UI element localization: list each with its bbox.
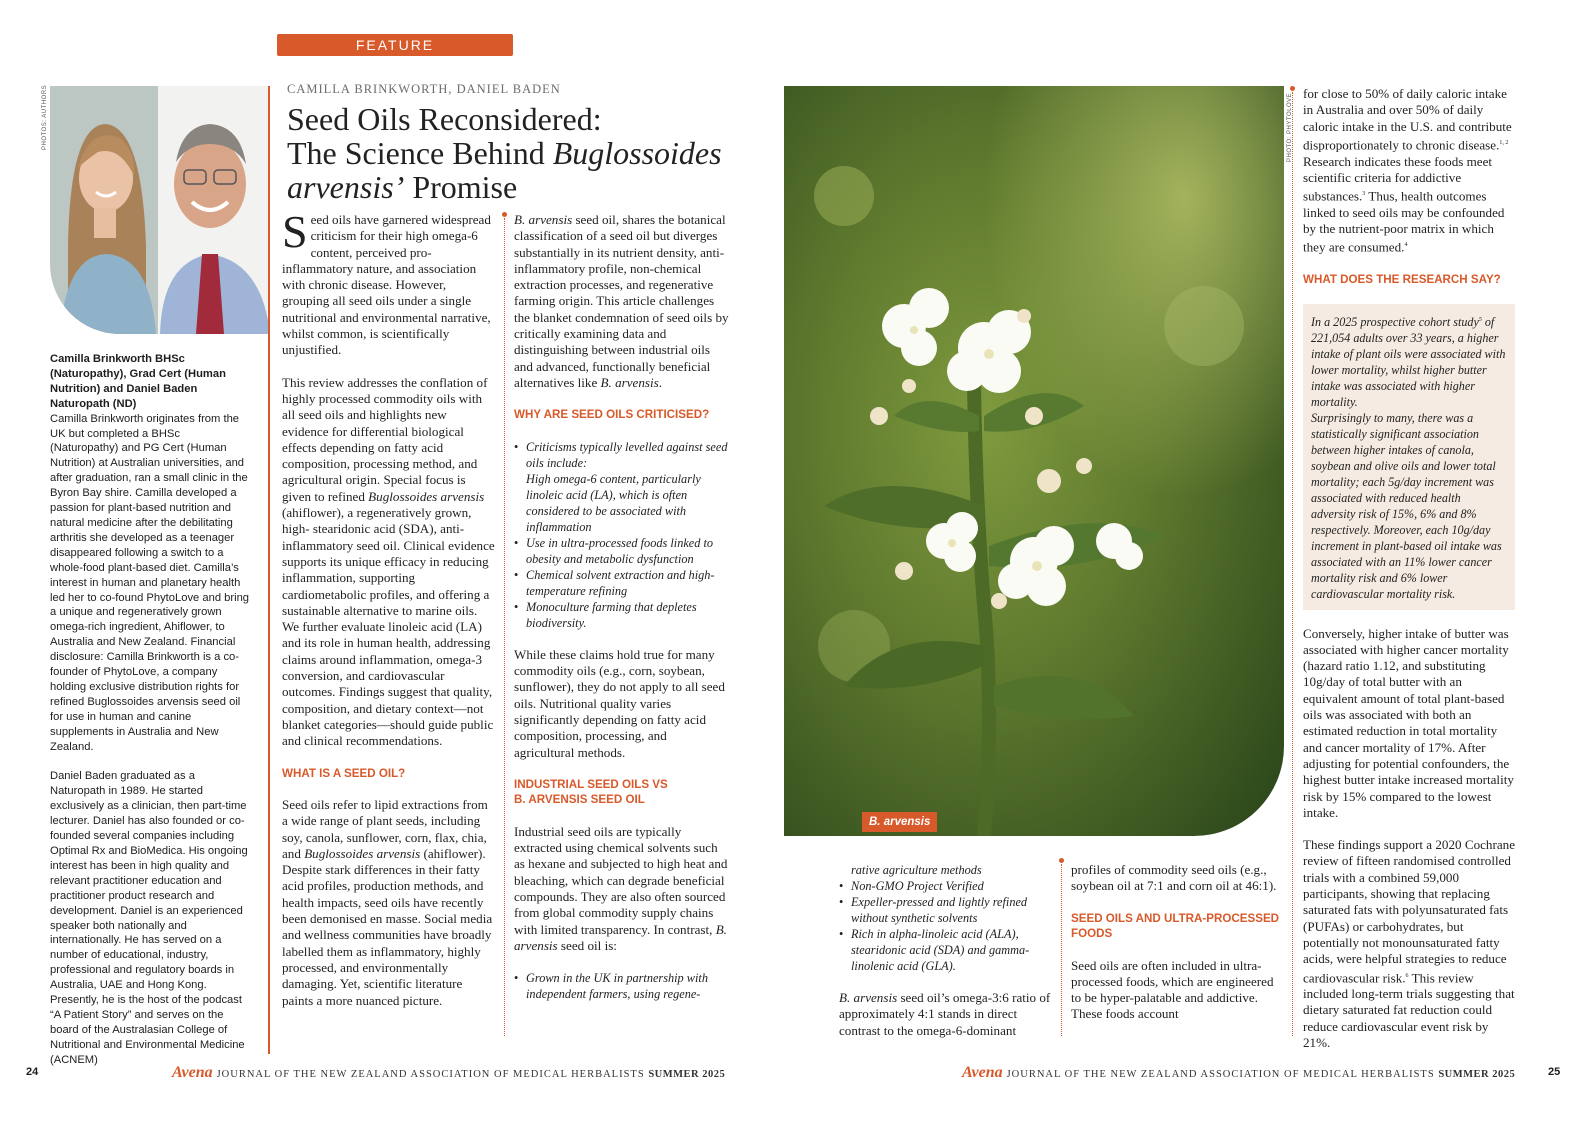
paragraph: This review addresses the conflation of highly processed commodity oils with all seed oils and highlights new evidence for differential biological effects depending on fatty acid composition, processing method, and agricultural origin. Special focus is given to refined Buglossoides arvensis (ahiflower), a regeneratively grown, high- stearidonic acid (SDA), anti-inflammatory seed oil. Clinical evidence supports its unique efficacy in reducing inflammation, supporting cardiometabolic profiles, and offering a sustainable alternative to marine oils. We further evaluate linoleic acid (LA) and its role in human health, addressing claims around inflammation, omega-3 conversion, and cardiovascular outcomes. Findings suggest that quality, composition, and dietary context—not blanket categories—should guide public and clinical recommendations. (282, 374, 495, 749)
title-line-1: Seed Oils Reconsidered: (287, 101, 602, 137)
list-item: • Non-GMO Project Verified (839, 878, 1051, 894)
author-photos (50, 86, 270, 334)
photo-caption: B. arvensis (862, 812, 937, 832)
criticism-list (514, 439, 730, 631)
research-callout (1303, 304, 1515, 610)
footer-issue: SUMMER 2025 (1438, 1069, 1516, 1080)
footer-journal: JOURNAL OF THE NEW ZEALAND ASSOCIATION OF MEDICAL HERBALISTS (216, 1069, 645, 1080)
callout-text: In a 2025 prospective cohort study$^5$ of 221,054 adults over 33 years, a higher intake of plant oils were associated with lower mortality, whilst higher butter intake was associated with higher mortality. (1311, 314, 1506, 409)
column-rule (1061, 864, 1062, 1036)
arvensis-list (514, 970, 730, 1002)
article-column-5 (1303, 86, 1515, 1067)
bio-daniel: Daniel Baden graduated as a Naturopath in 1989. He started exclusively as a clinician, then part-time lecturer. Daniel has also founded or co-founded several companies including Optimal Rx and BioMedica. His ongoing interest has been in high quality and relevant practitioner education and practitioner product research and development. Daniel is an experienced speaker both nationally and internationally. He has served on a number of educational, industry, professional and regulatory boards in Australia, UAE and Hong Kong. Presently, he is the host of the podcast “A Patient Story” and serves on the board of the Australasian College of Nutritional and Environmental Medicine (ACNEM) (50, 770, 248, 1066)
article-column-1 (282, 206, 496, 1025)
list-item: • Monoculture farming that depletes biodiversity. (514, 599, 730, 631)
intro-paragraph (282, 206, 496, 359)
list-continuation: rative agriculture methods (851, 863, 982, 877)
paragraph: profiles of commodity seed oils (e.g., soybean oil at 7:1 and corn oil at 46:1). (1071, 862, 1277, 894)
intro-text: eed oils have garnered widespread criticism for their high omega-6 content, perceived pro-inflammatory nature, and association with chronic disease. However, grouping all seed oils under a single nutritional and environmental narrative, whilst common, is scientifically unjustified. (282, 212, 491, 358)
article-column-2 (514, 212, 730, 1018)
footer-journal: JOURNAL OF THE NEW ZEALAND ASSOCIATION OF MEDICAL HERBALISTS (1006, 1069, 1435, 1080)
page-number-left: 24 (26, 1066, 39, 1078)
section-label: FEATURE (277, 34, 513, 56)
title-line-3 (287, 170, 747, 204)
paragraph: for close to 50% of daily caloric intake in Australia and over 50% of daily caloric intake in the U.S. and contribute disproportionately to chronic disease.$^{1, 2}$ Research indicates these foods meet scientific criteria for addictive substances.$^3$ Thus, health outcomes linked to seed oils may be confounded by the nutrient-poor matrix in which they are consumed.$^4$ (1303, 86, 1512, 255)
footer-issue: SUMMER 2025 (648, 1069, 726, 1080)
title-species-epithet: arvensis’ (287, 169, 405, 205)
paragraph: B. arvensis seed oil’s omega-3:6 ratio of approximately 4:1 stands in direct contrast to the omega-6-dominant (839, 990, 1051, 1038)
title-line-2 (287, 136, 747, 170)
rule-dot (502, 212, 507, 217)
article-title (287, 102, 747, 204)
paragraph: Seed oils are often included in ultra-processed foods, which are engineered to be hyper-palatable and addictive. These foods account (1071, 957, 1274, 1022)
column-rule (1292, 92, 1293, 1036)
rule-dot (1290, 86, 1295, 91)
paragraph: Industrial seed oils are typically extracted using chemical solvents such as hexane and subjected to high heat and bleaching, which can degrade beneficial compounds. They are also often sourced from global commodity supply chains with limited transparency. In contrast, B. arvensis seed oil is: (514, 823, 728, 953)
callout-text: Surprisingly to many, there was a statistically significant association between higher intakes of canola, soybean and olive oils and lower total mortality; each 5g/day increment was associated with reduced health adversity risk of 15%, 6% and 8% respectively. Moreover, each 10g/day increment in plant-based oil intake was associated with an 11% lower cancer mortality risk and 6% lower cardiovascular mortality risk. (1311, 410, 1502, 601)
heading-seed-oils-upf: SEED OILS AND ULTRA-PROCESSED FOODS (1071, 911, 1280, 941)
title-species-genus: Buglossoides (552, 135, 722, 171)
heading-why-criticised: WHY ARE SEED OILS CRITICISED? (514, 408, 710, 422)
bio-camilla: Camilla Brinkworth originates from the UK but completed a BHSc (Naturopathy) and PG Cert (Human Nutrition) at Australian universities, and after graduation, ran a small clinic in the Byron Bay shire. Camilla developed a passion for plant-based nutrition and natural medicine after the debilitating arthritis she developed as a teenager disappeared following a switch to a whole-food plant-based diet. Camilla’s interest in human and planetary health led her to co-found PhytoLove and bring a unique and regeneratively grown omega-rich ingredient, Ahiflower, to Australia and New Zealand. Financial disclosure: Camilla Brinkworth is a co-founder of PhytoLove, a company holding exclusive distribution rights for refined Buglossoides arvensis seed oil for use in human and canine supplements in Australia and New Zealand. (50, 412, 250, 753)
photo-credit-authors: PHOTOS: AUTHORS (42, 84, 48, 150)
list-item: • Grown in the UK in partnership with independent farmers, using regene- (514, 970, 730, 1002)
paragraph: B. arvensis seed oil, shares the botanical classification of a seed oil but diverges substantially in its nutrient density, anti-inflammatory profile, non-chemical extraction processes, and regenerative farming origin. This article challenges the blanket condemnation of seed oils by critically examining data and distinguishing between industrial oils and advanced, functionally beneficial alternatives like B. arvensis. (514, 212, 729, 390)
list-item: • Use in ultra-processed foods linked to obesity and metabolic dysfunction (514, 535, 730, 567)
flower-photo-image (784, 86, 1284, 836)
author-photos-image (50, 86, 270, 334)
flower-photo (784, 86, 1284, 836)
column-rule (504, 218, 505, 1036)
column-divider (268, 86, 270, 1054)
page-number-right: 25 (1548, 1066, 1561, 1078)
heading-industrial-vs-arvensis: INDUSTRIAL SEED OILS VS B. ARVENSIS SEED OIL (514, 777, 668, 807)
drop-cap: S (282, 206, 308, 257)
list-subitem: High omega-6 content, particularly linoleic acid (LA), which is often considered to be associated with inflammation (526, 471, 701, 534)
list-item: • Rich in alpha-linoleic acid (ALA), stearidonic acid (SDA) and gamma-linolenic acid (GLA). (839, 926, 1051, 974)
paragraph: While these claims hold true for many commodity oils (e.g., corn, soybean, sunflower), they do not apply to all seed oils. Nutritional quality varies significantly depending on fatty acid composition, processing, and agricultural methods. (514, 646, 725, 760)
heading-what-is-seed-oil: WHAT IS A SEED OIL? (282, 766, 406, 780)
article-byline: CAMILLA BRINKWORTH, DANIEL BADEN (287, 82, 561, 96)
photo-credit-flower: PHOTO: PHYTOLOVE (1287, 92, 1293, 162)
article-column-4 (1071, 862, 1281, 1039)
rule-dot (1059, 858, 1064, 863)
arvensis-list-cont (839, 878, 1051, 974)
title-line-3-text: Promise (404, 169, 518, 205)
avena-logo: Avena (172, 1064, 213, 1081)
list-item: • Expeller-pressed and lightly refined without synthetic solvents (839, 894, 1051, 926)
title-line-2-text: The Science Behind (287, 135, 553, 171)
paragraph: Conversely, higher intake of butter was associated with higher cancer mortality (hazard ratio 1.12, and substituting 10g/day of total butter with an equivalent amount of total plant-based oils was associated with both an estimated reduction in total mortality and cancer mortality of 17%. After adjusting for potential confounders, the highest butter intake increased mortality risk by 15% compared to the lowest intake. (1303, 625, 1514, 820)
paragraph: These findings support a 2020 Cochrane review of fifteen randomised controlled trials with a combined 59,000 participants, showing that replacing saturated fats with polyunsaturated fats (PUFAs) or carbohydrates, but potentially not monounsaturated fatty acids, were helpful strategies to reduce cardiovascular risk.$^6$ This review included long-term trials suggesting that dietary saturated fat reduction could reduce cardiovascular event risk by 21%. (1303, 837, 1515, 1051)
bio-heading: Camilla Brinkworth BHSc (Naturopathy), Grad Cert (Human Nutrition) and Daniel Baden Naturopath (ND) (50, 353, 226, 410)
list-item: • Chemical solvent extraction and high-temperature refining (514, 567, 730, 599)
footer-right (962, 1064, 1515, 1082)
avena-logo: Avena (962, 1064, 1003, 1081)
article-column-3 (839, 862, 1051, 1055)
list-item: • Criticisms typically levelled against seed oils include: (514, 439, 730, 471)
footer-left (172, 1064, 725, 1082)
author-bio (50, 352, 250, 1083)
paragraph: Seed oils refer to lipid extractions from a wide range of plant seeds, including soy, canola, sunflower, corn, flax, chia, and Buglossoides arvensis (ahiflower). Despite stark differences in their fatty acid profiles, production methods, and health impacts, seed oils have recently been demonised en masse. Social media and wellness communities have broadly labelled them as inflammatory, highly processed, and environmentally damaging. Yet, scientific literature paints a more nuanced picture. (282, 797, 493, 1008)
heading-research: WHAT DOES THE RESEARCH SAY? (1303, 273, 1501, 287)
